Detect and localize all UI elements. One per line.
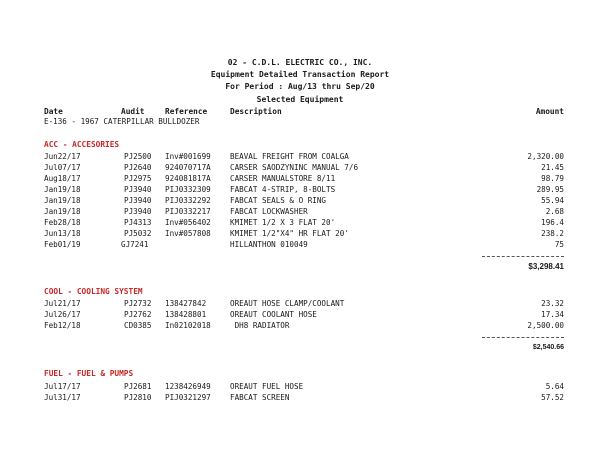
- row-date: Aug18/17: [44, 174, 81, 183]
- row-audit: PJ2762: [124, 310, 152, 319]
- row-date: Jun13/18: [44, 229, 81, 238]
- row-reference: Inv#001699: [165, 152, 211, 161]
- row-date: Jul31/17: [44, 393, 81, 402]
- table-row: [0, 239, 600, 250]
- row-amount: 289.95: [536, 185, 564, 194]
- row-date: Jul21/17: [44, 299, 81, 308]
- row-date: Jun22/17: [44, 152, 81, 161]
- table-row: [0, 195, 600, 206]
- report-period: For Period : Aug/13 thru Sep/20: [225, 82, 375, 91]
- table-row: [0, 381, 600, 392]
- row-amount: 2,500.00: [527, 321, 564, 330]
- row-audit: PJ2732: [124, 299, 152, 308]
- col-header-audit: Audit: [121, 107, 145, 116]
- table-row: [0, 228, 600, 239]
- section-title: COOL - COOLING SYSTEM: [44, 287, 143, 296]
- row-audit: PJ3940: [124, 207, 152, 216]
- row-reference: 138428801: [165, 310, 207, 319]
- section-title: ACC - ACCESORIES: [44, 140, 120, 149]
- subtotal-divider: [482, 337, 564, 338]
- row-audit: PJ3940: [124, 196, 152, 205]
- row-reference: PIJ0321297: [165, 393, 211, 402]
- table-row: [0, 392, 600, 403]
- section-total: $2,540.66: [532, 344, 564, 351]
- row-audit: PJ2975: [124, 174, 152, 183]
- col-header-reference: Reference: [165, 107, 208, 116]
- table-row: [0, 320, 600, 331]
- row-reference: 924070717A: [165, 163, 211, 172]
- table-row: [0, 217, 600, 228]
- row-description: KMIMET 1/2 X 3 FLAT 20': [230, 218, 336, 227]
- table-row: [0, 309, 600, 320]
- table-row: [0, 184, 600, 195]
- row-description: FABCAT 4-STRIP, 8-BOLTS: [230, 185, 336, 194]
- row-reference: PIJ0332217: [165, 207, 211, 216]
- row-amount: 17.34: [541, 310, 564, 319]
- row-description: FABCAT SCREEN: [230, 393, 290, 402]
- row-date: Feb12/18: [44, 321, 81, 330]
- row-description: FABCAT LOCKWASHER: [230, 207, 308, 216]
- row-date: Feb28/18: [44, 218, 81, 227]
- section-title: FUEL - FUEL & PUMPS: [44, 369, 134, 378]
- row-description: HILLANTHON 010049: [230, 240, 308, 249]
- row-amount: 5.64: [545, 382, 564, 391]
- row-date: Jan19/18: [44, 196, 81, 205]
- col-header-description: Description: [230, 107, 282, 116]
- row-amount: 75: [554, 240, 564, 249]
- table-row: [0, 298, 600, 309]
- row-amount: 2,320.00: [527, 152, 564, 161]
- row-reference: In02102018: [165, 321, 211, 330]
- row-date: Jul26/17: [44, 310, 81, 319]
- row-date: Jan19/18: [44, 185, 81, 194]
- col-header-amount: Amount: [535, 107, 564, 116]
- table-row: [0, 206, 600, 217]
- row-reference: Inv#056402: [165, 218, 211, 227]
- row-date: Feb01/19: [44, 240, 81, 249]
- row-description: OREAUT HOSE CLAMP/COOLANT: [230, 299, 345, 308]
- row-reference: PIJ0332309: [165, 185, 211, 194]
- row-description: DH8 RADIATOR: [230, 321, 290, 330]
- row-reference: Inv#057808: [165, 229, 211, 238]
- row-description: CARSER SAODZYNINC MANUAL 7/6: [230, 163, 359, 172]
- row-date: Jul07/17: [44, 163, 81, 172]
- table-row: [0, 173, 600, 184]
- company-name: 02 - C.D.L. ELECTRIC CO., INC.: [227, 58, 373, 67]
- row-audit: PJ3940: [124, 185, 152, 194]
- section-total: $3,298.41: [528, 262, 564, 271]
- row-amount: 2.68: [545, 207, 564, 216]
- row-date: Jul17/17: [44, 382, 81, 391]
- row-amount: 23.32: [541, 299, 564, 308]
- row-audit: CD0385: [124, 321, 152, 330]
- row-reference: 1238426949: [165, 382, 211, 391]
- subtotal-divider: [482, 256, 564, 257]
- equipment-label: E-136 - 1967 CATERPILLAR BULLDOZER: [44, 117, 200, 126]
- row-audit: PJ2640: [124, 163, 152, 172]
- report-selection: Selected Equipment: [256, 95, 344, 104]
- row-audit: PJ2500: [124, 152, 152, 161]
- row-description: OREAUT COOLANT HOSE: [230, 310, 317, 319]
- row-reference: PIJ0332292: [165, 196, 211, 205]
- row-amount: 55.94: [541, 196, 564, 205]
- col-header-date: Date: [44, 107, 63, 116]
- table-row: [0, 162, 600, 173]
- row-description: BEAVAL FREIGHT FROM COALGA: [230, 152, 349, 161]
- row-description: FABCAT SEALS & O RING: [230, 196, 327, 205]
- row-audit: PJ4313: [124, 218, 152, 227]
- row-amount: 98.79: [541, 174, 564, 183]
- row-date: Jan19/18: [44, 207, 81, 216]
- row-reference: 138427842: [165, 299, 207, 308]
- row-audit: PJ2810: [124, 393, 152, 402]
- table-row: [0, 151, 600, 162]
- row-amount: 57.52: [541, 393, 564, 402]
- row-description: OREAUT FUEL HOSE: [230, 382, 304, 391]
- row-reference: 924081817A: [165, 174, 211, 183]
- row-audit: GJ7241: [121, 240, 149, 249]
- row-amount: 21.45: [541, 163, 564, 172]
- row-audit: PJ2681: [124, 382, 152, 391]
- row-audit: PJ5032: [124, 229, 152, 238]
- row-amount: 238.2: [541, 229, 564, 238]
- report-title: Equipment Detailed Transaction Report: [210, 70, 390, 79]
- row-description: CARSER MANUALSTORE 8/11: [230, 174, 336, 183]
- row-amount: 196.4: [541, 218, 564, 227]
- row-description: KMIMET 1/2"X4" HR FLAT 20': [230, 229, 349, 238]
